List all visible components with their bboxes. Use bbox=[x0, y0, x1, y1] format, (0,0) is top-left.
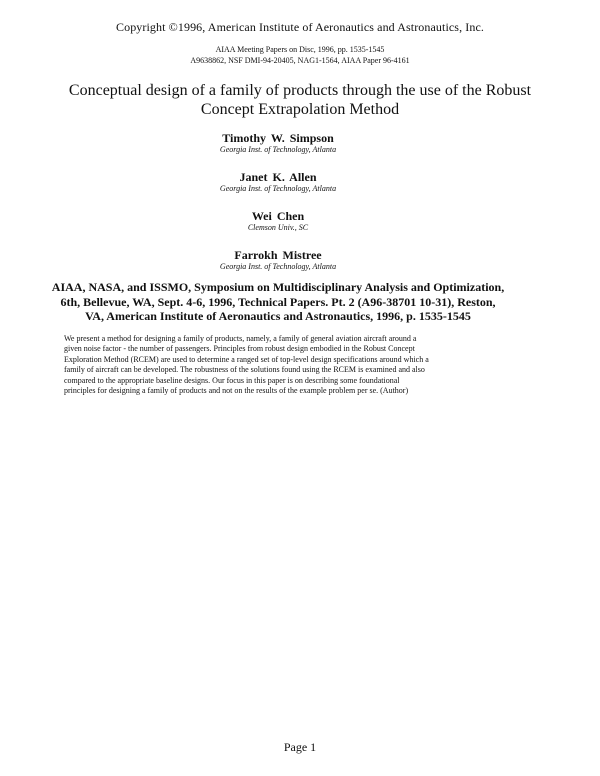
venue-citation bbox=[22, 280, 534, 324]
author-block bbox=[0, 248, 556, 272]
venue-line-3: VA, American Institute of Aeronautics and Astronautics, 1996, p. 1535-1545 bbox=[85, 309, 471, 323]
author-block bbox=[0, 209, 556, 233]
abstract-line: We present a method for designing a family of products, namely, a family of general aviation aircraft around a bbox=[64, 334, 417, 343]
title-line-2: Concept Extrapolation Method bbox=[200, 101, 400, 118]
venue-line-2: 6th, Bellevue, WA, Sept. 4-6, 1996, Technical Papers. Pt. 2 (A96-38701 10-31), Reston, bbox=[60, 294, 496, 309]
page-number: Page 1 bbox=[283, 740, 317, 754]
author-list bbox=[0, 131, 556, 287]
abstract-line: Exploration Method (RCEM) are used to determine a ranged set of top-level design specifications around which a bbox=[64, 354, 429, 364]
author-name: Wei Chen bbox=[251, 209, 305, 223]
abstract-line: given noise factor - the number of passengers. Principles from robust design embodied in the Robust Concept bbox=[64, 344, 415, 354]
abstract bbox=[64, 334, 507, 396]
publication-meta bbox=[0, 44, 600, 66]
author-affiliation: Georgia Inst. of Technology, Atlanta bbox=[219, 145, 337, 154]
copyright-notice: Copyright ©1996, American Institute of Aeronautics and Astronautics, Inc. bbox=[115, 20, 484, 34]
author-affiliation: Georgia Inst. of Technology, Atlanta bbox=[219, 184, 337, 193]
author-affiliation: Clemson Univ., SC bbox=[247, 223, 309, 232]
paper-title bbox=[20, 81, 580, 119]
abstract-line: compared to the appropriate baseline designs. Our focus in this paper is on describing some foundational bbox=[64, 375, 400, 385]
meta-line-source: AIAA Meeting Papers on Disc, 1996, pp. 1535-1545 bbox=[215, 45, 385, 54]
author-block bbox=[0, 131, 556, 155]
title-line-1: Conceptual design of a family of products through the use of the Robust bbox=[68, 82, 532, 99]
author-name: Timothy W. Simpson bbox=[222, 131, 334, 145]
author-name: Farrokh Mistree bbox=[234, 248, 322, 262]
author-affiliation: Georgia Inst. of Technology, Atlanta bbox=[219, 262, 337, 271]
meta-line-identifiers: A9638862, NSF DMI-94-20405, NAG1-1564, AIAA Paper 96-4161 bbox=[190, 56, 410, 65]
abstract-line: family of aircraft can be developed. The robustness of the solutions found using the RCEM is examined and also bbox=[64, 365, 425, 375]
author-name: Janet K. Allen bbox=[239, 170, 317, 184]
author-block bbox=[0, 170, 556, 194]
venue-line-1: AIAA, NASA, and ISSMO, Symposium on Multidisciplinary Analysis and Optimization, bbox=[51, 280, 505, 294]
abstract-line: principles for designing a family of products and not on the results of the example problem per se. (Author) bbox=[64, 386, 409, 396]
